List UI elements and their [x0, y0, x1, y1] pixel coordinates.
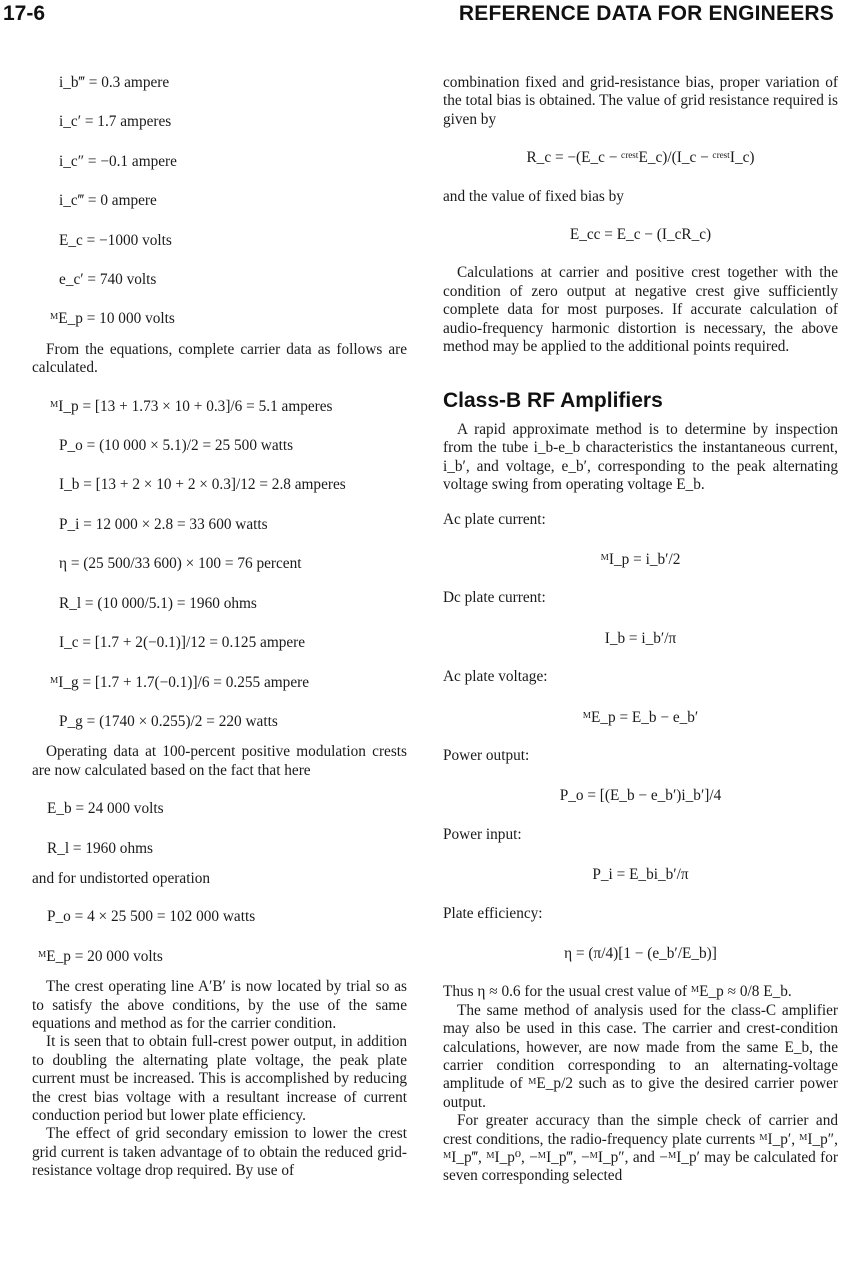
paragraph: For greater accuracy than the simple check of carrier and crest conditions, the radio-frequency plate currents ᴹI_p′, ᴹI_p″, ᴹI_p‴, ᴹI_p⁰, −ᴹI_p‴, −ᴹI_p″, and −ᴹI_p′ may be calculated for seven corresponding selected: [443, 1112, 838, 1185]
paragraph: The effect of grid secondary emission to lower the crest grid current is taken advantage of to obtain the reduced grid-resistance voltage drop required. By use of: [32, 1125, 407, 1180]
equation: e_c′ = 740 volts: [59, 271, 157, 289]
section-heading: Class-B RF Amplifiers: [443, 389, 663, 413]
label: Plate efficiency:: [443, 904, 543, 922]
running-title: REFERENCE DATA FOR ENGINEERS: [458, 2, 834, 25]
paragraph: The same method of analysis used for the class-C amplifier may also be used in this case. The carrier and crest-condition calculations, however, are now made from the same E_b, the carrier condition corresponding to an alternating-voltage amplitude of ᴹE_p/2 such as to give the desired carrier power output.: [443, 1001, 838, 1111]
calculation: P_g = (1740 × 0.255)/2 = 220 watts: [59, 712, 278, 730]
label: Ac plate current:: [443, 510, 546, 528]
paragraph: and the value of fixed bias by: [443, 187, 624, 205]
equation: P_o = 4 × 25 500 = 102 000 watts: [47, 908, 256, 926]
label: Power output:: [443, 746, 530, 764]
paragraph: It is seen that to obtain full-crest power output, in addition to doubling the alternating plate voltage, the peak plate current must be increased. This is accomplished by reducing the crest bias voltage with a resultant increase of current conduction period but lower plate efficiency.: [32, 1033, 407, 1124]
calculation: ᴹI_g = [1.7 + 1.7(−0.1)]/6 = 0.255 ampere: [50, 673, 309, 691]
equation: P_i = E_bi_b′/π: [592, 866, 689, 884]
paragraph: Calculations at carrier and positive crest together with the condition of zero output at negative crest give sufficiently complete data for most purposes. If accurate calculation of audio-frequency harmonic distortion is necessary, the above method may be applied to the additional points required.: [443, 264, 838, 356]
equation: E_cc = E_c − (I_cR_c): [569, 226, 712, 244]
page-header: [0, 2, 846, 36]
equation: i_b‴ = 0.3 ampere: [59, 74, 170, 91]
equation: i_c′ = 1.7 amperes: [59, 113, 172, 131]
calculation: P_i = 12 000 × 2.8 = 33 600 watts: [59, 515, 268, 533]
right-column: [443, 74, 838, 1186]
label: Ac plate voltage:: [443, 668, 548, 686]
calculation: η = (25 500/33 600) × 100 = 76 percent: [59, 555, 302, 573]
equation: R_c = −(E_c − ᶜʳᵉˢᵗE_c)/(I_c − ᶜʳᵉˢᵗI_c): [526, 149, 755, 167]
paragraph: Thus η ≈ 0.6 for the usual crest value of ᴹE_p ≈ 0/8 E_b.: [443, 983, 792, 1001]
calculation: R_l = (10 000/5.1) = 1960 ohms: [59, 594, 257, 612]
left-column: [32, 74, 407, 1181]
equation: ᴹE_p = 20 000 volts: [38, 947, 163, 965]
label: Dc plate current:: [443, 589, 546, 607]
calculation: I_c = [1.7 + 2(−0.1)]/12 = 0.125 ampere: [59, 634, 306, 652]
equation: E_c = −1000 volts: [59, 231, 172, 249]
calculation: I_b = [13 + 2 × 10 + 2 × 0.3]/12 = 2.8 amperes: [59, 476, 346, 494]
equation: E_b = 24 000 volts: [47, 800, 164, 818]
paragraph: The crest operating line A′B′ is now located by trial so as to satisfy the above conditions, by the use of the same equations and method as for the carrier condition.: [32, 978, 407, 1032]
paragraph: From the equations, complete carrier data as follows are calculated.: [32, 340, 407, 377]
equation: P_o = [(E_b − e_b′)i_b′]/4: [559, 787, 722, 805]
equation: I_b = i_b′/π: [604, 629, 677, 647]
calculation: ᴹI_p = [13 + 1.73 × 10 + 0.3]/6 = 5.1 amperes: [50, 397, 333, 415]
paragraph: and for undistorted operation: [32, 869, 210, 887]
equation: ᴹE_p = 10 000 volts: [50, 310, 175, 328]
equation: i_c‴ = 0 ampere: [59, 192, 157, 210]
page-number: 17-6: [3, 2, 46, 25]
paragraph: Operating data at 100-percent positive modulation crests are now calculated based on the fact that here: [32, 743, 407, 779]
calculation: P_o = (10 000 × 5.1)/2 = 25 500 watts: [59, 437, 294, 455]
equation: R_l = 1960 ohms: [47, 839, 153, 857]
equation: ᴹI_p = i_b′/2: [600, 550, 681, 568]
equation: η = (π/4)[1 − (e_b′/E_b)]: [564, 944, 717, 962]
label: Power input:: [443, 825, 522, 843]
equation: ᴹE_p = E_b − e_b′: [582, 708, 699, 726]
paragraph: A rapid approximate method is to determine by inspection from the tube i_b-e_b characteristics the instantaneous current, i_b′, and voltage, e_b′, corresponding to the peak alternating voltage swing from operating voltage E_b.: [443, 420, 838, 494]
paragraph: combination fixed and grid-resistance bias, proper variation of the total bias is obtained. The value of grid resistance required is given by: [443, 74, 838, 128]
equation: i_c″ = −0.1 ampere: [59, 152, 177, 170]
